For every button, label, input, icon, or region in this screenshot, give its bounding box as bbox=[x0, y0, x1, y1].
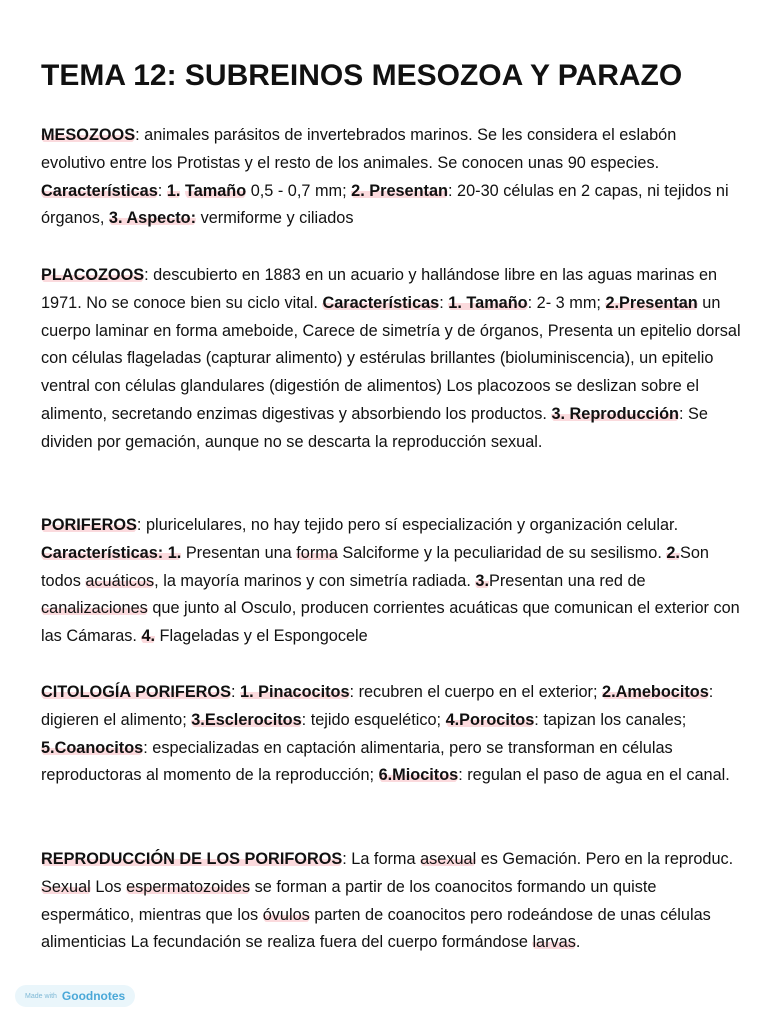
section-mesozoos bbox=[41, 122, 741, 233]
text: Presentan una bbox=[181, 543, 297, 562]
text: : pluricelulares, no hay tejido pero sí especialización y organización celular. bbox=[136, 516, 679, 534]
text: : Se dividen por gemación, aunque no se descarta la reproducción sexual. bbox=[41, 404, 708, 451]
num-label: 3. bbox=[475, 571, 489, 590]
text: que junto al Osculo, producen corrientes acuáticas que comunican el exterior con las Cámaras. bbox=[41, 599, 740, 646]
section-poriferos bbox=[41, 512, 741, 651]
text: : digieren el alimento; bbox=[41, 683, 714, 729]
cell-type-label: 6.Miocitos bbox=[378, 766, 459, 785]
num-label: 1. bbox=[166, 181, 181, 200]
section-citologia bbox=[41, 679, 741, 790]
cell-type-label: 2.Amebocitos bbox=[602, 683, 709, 701]
section-reproduccion bbox=[41, 846, 741, 957]
tamano-label: 1. Tamaño bbox=[448, 293, 528, 312]
text: Los bbox=[90, 877, 127, 896]
goodnotes-badge[interactable] bbox=[15, 985, 135, 1007]
tamano-label: Tamaño bbox=[184, 181, 247, 200]
text: : tapizan los canales; bbox=[534, 710, 687, 729]
citologia-heading: CITOLOGÍA PORIFEROS bbox=[41, 683, 231, 701]
page-title: TEMA 12: SUBREINOS MESOZOA Y PARAZO bbox=[41, 59, 683, 92]
text: vermiforme y ciliados bbox=[196, 209, 354, 228]
text: : bbox=[439, 293, 449, 312]
text: : tejido esquelético; bbox=[301, 710, 446, 729]
highlight-word: Sexual bbox=[41, 877, 91, 896]
badge-brand: Goodnotes bbox=[61, 989, 126, 1003]
text: : descubierto en 1883 en un acuario y hallándose libre en las aguas marinas en 1971. No se conoce bien su ciclo vital. bbox=[41, 266, 718, 312]
reproduccion-heading: REPRODUCCIÓN DE LOS PORIFOROS bbox=[41, 850, 343, 868]
text: un cuerpo laminar en forma ameboide, Carece de simetría y de órganos, Presenta un epitelio dorsal con células flageladas (capturar alimento) y estérulas brillantes (bioluminiscencia), un epitelio ventral con células glandulares (digestión de alimentos) Los placozoos se deslizan sobre el alimento, secretando enzimas digestivas y absorbiendo los productos. bbox=[41, 293, 741, 423]
text: : especializadas en captación alimentaria, pero se transforman en células reproductoras al momento de la reproducción; bbox=[41, 738, 673, 785]
caracteristicas-label: Características bbox=[322, 293, 440, 312]
cell-type-label: 1. Pinacocitos bbox=[240, 683, 350, 701]
text: : La forma bbox=[342, 850, 421, 868]
text: : animales parásitos de invertebrados marinos. Se les considera el eslabón evolutivo entre los Protistas y el resto de los animales. Se conocen unas 90 especies. bbox=[41, 126, 677, 172]
highlight-word: óvulos bbox=[262, 905, 310, 924]
text: Presentan una red de bbox=[488, 571, 646, 590]
text: . bbox=[575, 933, 581, 952]
mesozoos-heading: MESOZOOS bbox=[41, 126, 136, 144]
text: : bbox=[157, 181, 167, 200]
presentan-label: 2.Presentan bbox=[605, 293, 698, 312]
text: : 2- 3 mm; bbox=[527, 293, 606, 312]
text: : regulan el paso de agua en el canal. bbox=[458, 766, 730, 785]
section-placozoos bbox=[41, 262, 741, 457]
cell-type-label: 3.Esclerocitos bbox=[191, 710, 302, 729]
text: : recubren el cuerpo en el exterior; bbox=[349, 683, 603, 701]
caracteristicas-label: Características bbox=[41, 181, 158, 200]
highlight-word: canalizaciones bbox=[41, 599, 148, 618]
poriferos-heading: PORIFEROS bbox=[41, 516, 137, 534]
text: Salciforme y la peculiaridad de su sesilismo. bbox=[337, 543, 667, 562]
num-label: 2. bbox=[666, 543, 680, 562]
text: parten de coanocitos pero rodeándose de unas células alimenticias La fecundación se realiza fuera del cuerpo formándose bbox=[41, 905, 711, 952]
text: Son todos bbox=[41, 543, 709, 590]
text: se forman a partir de los coanocitos formando un quiste espermático, mientras que los bbox=[41, 877, 657, 924]
cell-type-label: 4.Porocitos bbox=[445, 710, 535, 729]
highlight-word: larvas bbox=[532, 933, 576, 952]
text: es Gemación. Pero en la reproduc. bbox=[476, 850, 734, 868]
highlight-word: forma bbox=[296, 543, 338, 562]
highlight-word: asexual bbox=[420, 850, 477, 868]
presentan-label: 2. Presentan bbox=[351, 181, 448, 200]
cell-type-label: 5.Coanocitos bbox=[41, 738, 144, 757]
text: : bbox=[230, 683, 241, 701]
caracteristicas-label: Características: 1. bbox=[41, 543, 182, 562]
badge-made-with: Made with bbox=[25, 992, 57, 1000]
text: 0,5 - 0,7 mm; bbox=[246, 181, 352, 200]
text: Flageladas y el Espongocele bbox=[155, 627, 368, 646]
highlight-word: espermatozoides bbox=[126, 877, 251, 896]
notes-page bbox=[41, 56, 741, 952]
reproduccion-label: 3. Reproducción bbox=[551, 404, 679, 423]
text: , la mayoría marinos y con simetría radiada. bbox=[154, 571, 476, 590]
highlight-word: acuáticos bbox=[85, 571, 155, 590]
placozoos-heading: PLACOZOOS bbox=[41, 266, 145, 284]
text: : 20-30 células en 2 capas, ni tejidos ni órganos, bbox=[41, 181, 729, 228]
num-label: 4. bbox=[141, 627, 156, 646]
aspecto-label: 3. Aspecto: bbox=[108, 209, 197, 228]
